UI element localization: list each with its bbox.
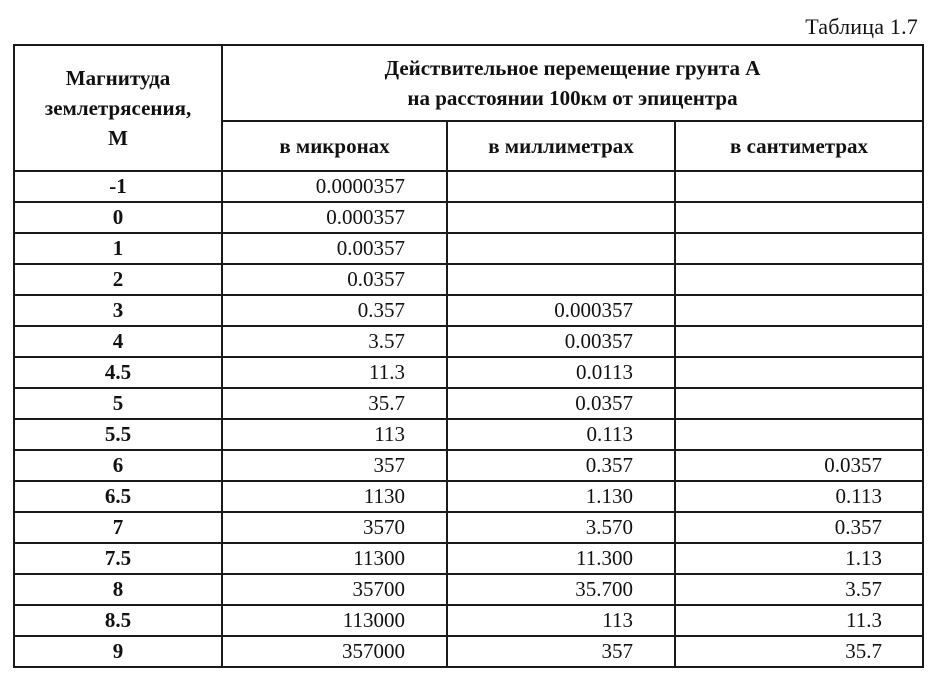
magnitude-cell: 7 [14,512,222,543]
header-displacement [222,45,923,121]
millimeters-cell: 357 [447,636,675,667]
table-row [14,419,923,450]
header-magnitude [14,45,222,171]
table-row [14,233,923,264]
microns-cell: 1130 [222,481,447,512]
table-row [14,295,923,326]
microns-cell: 11300 [222,543,447,574]
table-row [14,171,923,202]
centimeters-cell [675,419,923,450]
magnitude-cell: 1 [14,233,222,264]
table-row [14,264,923,295]
magnitude-cell: 4.5 [14,357,222,388]
table-row [14,512,923,543]
magnitude-cell: 8.5 [14,605,222,636]
magnitude-cell: 6 [14,450,222,481]
millimeters-cell [447,171,675,202]
centimeters-cell: 0.113 [675,481,923,512]
microns-cell: 3.57 [222,326,447,357]
header-displacement-line1: Действительное перемещение грунта А [384,56,761,80]
millimeters-cell: 0.000357 [447,295,675,326]
millimeters-cell [447,233,675,264]
millimeters-cell: 0.113 [447,419,675,450]
centimeters-cell [675,202,923,233]
centimeters-cell: 0.357 [675,512,923,543]
magnitude-cell: 3 [14,295,222,326]
millimeters-cell: 3.570 [447,512,675,543]
header-magnitude-line1: Магнитуда [65,66,171,90]
table-row [14,202,923,233]
centimeters-cell [675,357,923,388]
magnitude-cell: 7.5 [14,543,222,574]
centimeters-cell: 3.57 [675,574,923,605]
microns-cell: 113000 [222,605,447,636]
table-row [14,357,923,388]
microns-cell: 35.7 [222,388,447,419]
magnitude-cell: 2 [14,264,222,295]
table-body [14,171,923,667]
millimeters-cell: 11.300 [447,543,675,574]
header-microns: в микронах [222,121,447,171]
earthquake-displacement-table [13,44,924,668]
header-millimeters: в миллиметрах [447,121,675,171]
magnitude-cell: 8 [14,574,222,605]
microns-cell: 113 [222,419,447,450]
centimeters-cell [675,233,923,264]
centimeters-cell: 0.0357 [675,450,923,481]
centimeters-cell [675,388,923,419]
millimeters-cell [447,202,675,233]
magnitude-cell: 5.5 [14,419,222,450]
magnitude-cell: -1 [14,171,222,202]
millimeters-cell: 35.700 [447,574,675,605]
table-row [14,450,923,481]
millimeters-cell: 1.130 [447,481,675,512]
table-row [14,605,923,636]
magnitude-cell: 0 [14,202,222,233]
magnitude-cell: 5 [14,388,222,419]
centimeters-cell [675,171,923,202]
millimeters-cell: 0.0113 [447,357,675,388]
header-magnitude-line3: М [108,126,128,150]
microns-cell: 357000 [222,636,447,667]
centimeters-cell [675,295,923,326]
table-row [14,388,923,419]
header-centimeters: в сантиметрах [675,121,923,171]
microns-cell: 0.357 [222,295,447,326]
centimeters-cell: 35.7 [675,636,923,667]
header-displacement-line2: на расстоянии 100км от эпицентра [407,86,738,110]
microns-cell: 11.3 [222,357,447,388]
millimeters-cell: 0.357 [447,450,675,481]
table-caption: Таблица 1.7 [805,14,918,39]
microns-cell: 0.0000357 [222,171,447,202]
magnitude-cell: 9 [14,636,222,667]
header-magnitude-line2: землетрясения, [44,96,192,120]
table-row [14,481,923,512]
microns-cell: 35700 [222,574,447,605]
microns-cell: 3570 [222,512,447,543]
centimeters-cell: 11.3 [675,605,923,636]
magnitude-cell: 6.5 [14,481,222,512]
millimeters-cell: 0.0357 [447,388,675,419]
millimeters-cell [447,264,675,295]
table-row [14,574,923,605]
magnitude-cell: 4 [14,326,222,357]
centimeters-cell: 1.13 [675,543,923,574]
microns-cell: 0.000357 [222,202,447,233]
table-row [14,326,923,357]
centimeters-cell [675,264,923,295]
microns-cell: 0.00357 [222,233,447,264]
microns-cell: 0.0357 [222,264,447,295]
centimeters-cell [675,326,923,357]
microns-cell: 357 [222,450,447,481]
millimeters-cell: 113 [447,605,675,636]
table-row [14,636,923,667]
table-row [14,543,923,574]
millimeters-cell: 0.00357 [447,326,675,357]
